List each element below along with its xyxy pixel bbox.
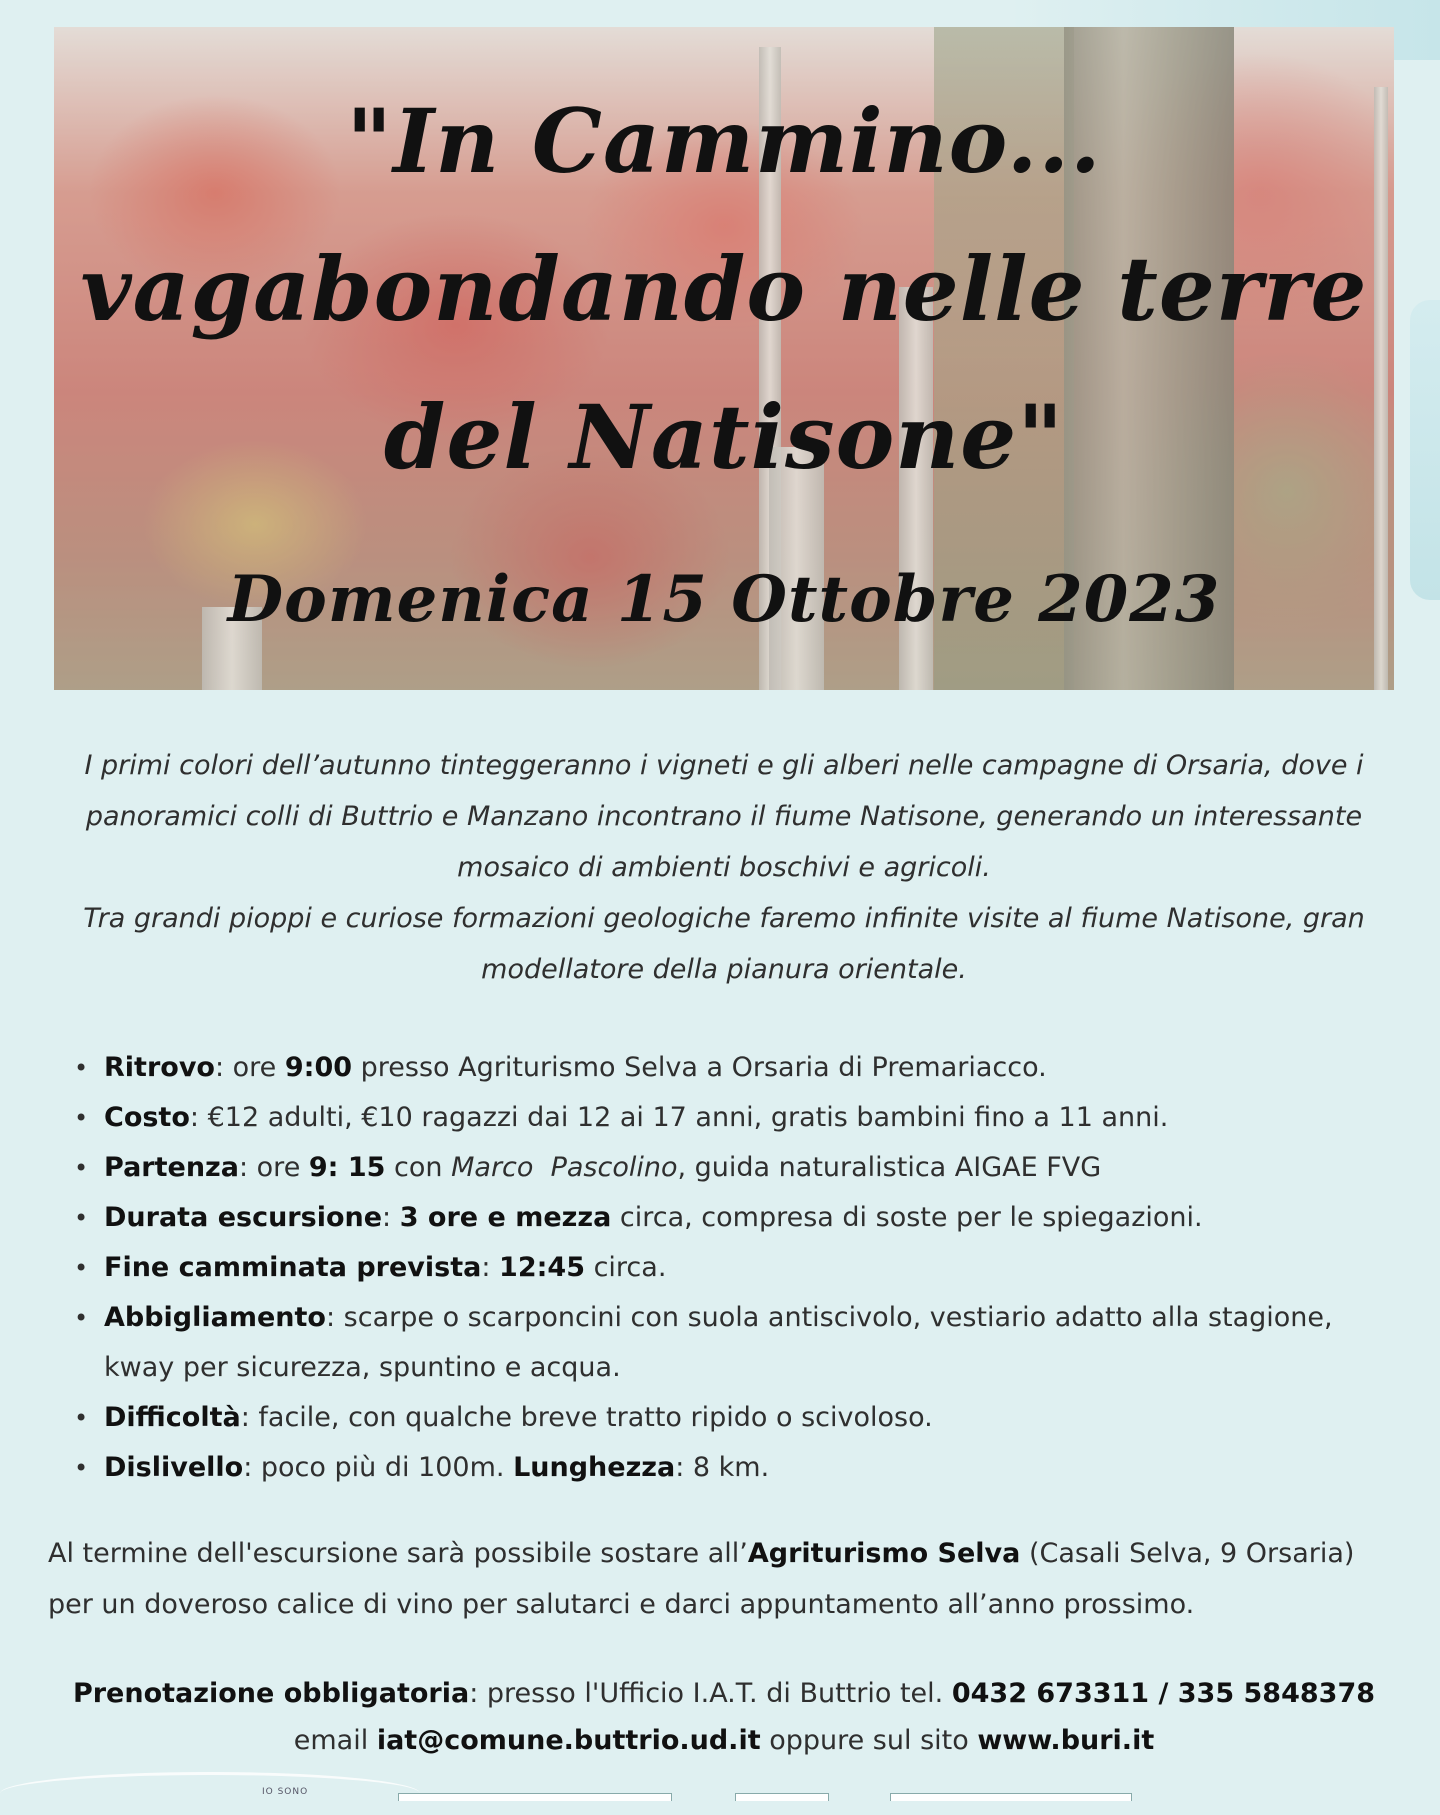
booking-text: : presso l'Ufficio I.A.T. di Buttrio tel.	[469, 1678, 952, 1709]
booking-email-link[interactable]: iat@comune.buttrio.ud.it	[376, 1725, 761, 1756]
detail-label: Ritrovo	[104, 1052, 215, 1083]
detail-text: : facile, con qualche breve tratto ripido o scivoloso.	[240, 1402, 933, 1433]
bullet: •	[74, 1404, 89, 1432]
closing-text	[48, 1528, 1398, 1630]
guide-name: Marco Pascolino	[451, 1152, 678, 1183]
detail-text: , guida naturalistica AIGAE FVG	[677, 1152, 1102, 1183]
booking-text: oppure sul sito	[760, 1725, 978, 1756]
event-details-list	[70, 1043, 1400, 1493]
closing-place: Agriturismo Selva	[747, 1538, 1021, 1569]
detail-label: Durata escursione	[104, 1202, 383, 1233]
detail-dislivello	[70, 1443, 1400, 1493]
detail-text: : 8 km.	[675, 1452, 770, 1483]
detail-ritrovo	[70, 1043, 1400, 1093]
detail-partenza	[70, 1143, 1400, 1193]
booking-site-link[interactable]: www.buri.it	[977, 1725, 1155, 1756]
intro-paragraph-1: I primi colori dell’autunno tinteggeranno i vigneti e gli alberi nelle campagne di Orsaria, dove i panoramici colli di Buttrio e Manzano incontrano il fiume Natisone, generando un interessante mosaico di ambienti boschivi e agricoli.	[84, 750, 1364, 883]
detail-text: :	[481, 1252, 500, 1283]
bullet: •	[74, 1454, 89, 1482]
detail-value: 12:45	[499, 1252, 585, 1283]
detail-text: presso Agriturismo Selva a Orsaria di Premariacco.	[352, 1052, 1047, 1083]
bullet: •	[74, 1154, 89, 1182]
hero-banner	[54, 27, 1394, 690]
detail-value: 3 ore e mezza	[399, 1202, 612, 1233]
closing-text-pre: Al termine dell'escursione sarà possibile sostare all’	[48, 1538, 748, 1569]
footer-wave	[0, 1772, 420, 1815]
detail-abbigliamento	[70, 1293, 1400, 1393]
detail-text: : scarpe o scarponcini con suola antiscivolo, vestiario adatto alla stagione, kway per sicurezza, spuntino e acqua.	[104, 1302, 1333, 1383]
detail-label: Dislivello	[104, 1452, 244, 1483]
detail-fine	[70, 1243, 1400, 1293]
intro-paragraph-2: Tra grandi pioppi e curiose formazioni geologiche faremo infinite visite al fiume Natisone, gran modellatore della pianura orientale.	[83, 903, 1365, 985]
detail-text: : €12 adulti, €10 ragazzi dai 12 ai 17 anni, gratis bambini fino a 11 anni.	[189, 1102, 1169, 1133]
detail-label: Partenza	[104, 1152, 239, 1183]
intro-text	[54, 740, 1394, 995]
booking-line-1	[54, 1670, 1394, 1717]
bullet: •	[74, 1304, 89, 1332]
detail-value: 9:00	[284, 1052, 353, 1083]
closing-text-post: (Casali Selva, 9 Orsaria) per un doveroso calice di vino per salutarci e darci appuntamento all’anno prossimo.	[48, 1538, 1355, 1620]
detail-text: circa, compresa di soste per le spiegazioni.	[611, 1202, 1203, 1233]
booking-info	[54, 1670, 1394, 1764]
background-swoosh-right	[1410, 300, 1440, 600]
footer-logo-text: IO SONO	[262, 1787, 309, 1797]
detail-text: : ore	[214, 1052, 285, 1083]
booking-phones[interactable]: 0432 673311 / 335 5848378	[951, 1678, 1376, 1709]
detail-label: Difficoltà	[104, 1402, 241, 1433]
detail-text: :	[382, 1202, 400, 1233]
booking-line-2	[54, 1717, 1394, 1764]
bullet: •	[74, 1104, 89, 1132]
booking-email-label: email	[293, 1725, 377, 1756]
detail-value: 9: 15	[308, 1152, 386, 1183]
detail-durata	[70, 1193, 1400, 1243]
detail-text: : ore	[238, 1152, 309, 1183]
detail-text: con	[385, 1152, 452, 1183]
detail-text: circa.	[585, 1252, 667, 1283]
detail-label: Costo	[104, 1102, 190, 1133]
hero-title-line-2: vagabondando nelle terre	[80, 237, 1368, 341]
detail-label: Fine camminata prevista	[104, 1252, 482, 1283]
detail-costo	[70, 1093, 1400, 1143]
event-date: Domenica 15 Ottobre 2023	[227, 562, 1221, 637]
booking-label: Prenotazione obbligatoria	[72, 1678, 470, 1709]
hero-title-line-3: del Natisone"	[383, 385, 1065, 489]
bullet: •	[74, 1054, 89, 1082]
detail-text: : poco più di 100m.	[243, 1452, 514, 1483]
detail-difficolta	[70, 1393, 1400, 1443]
bullet: •	[74, 1254, 89, 1282]
detail-label: Lunghezza	[513, 1452, 676, 1483]
bullet: •	[74, 1204, 89, 1232]
detail-label: Abbigliamento	[104, 1302, 326, 1333]
hero-title-line-1: "In Cammino...	[346, 89, 1102, 193]
